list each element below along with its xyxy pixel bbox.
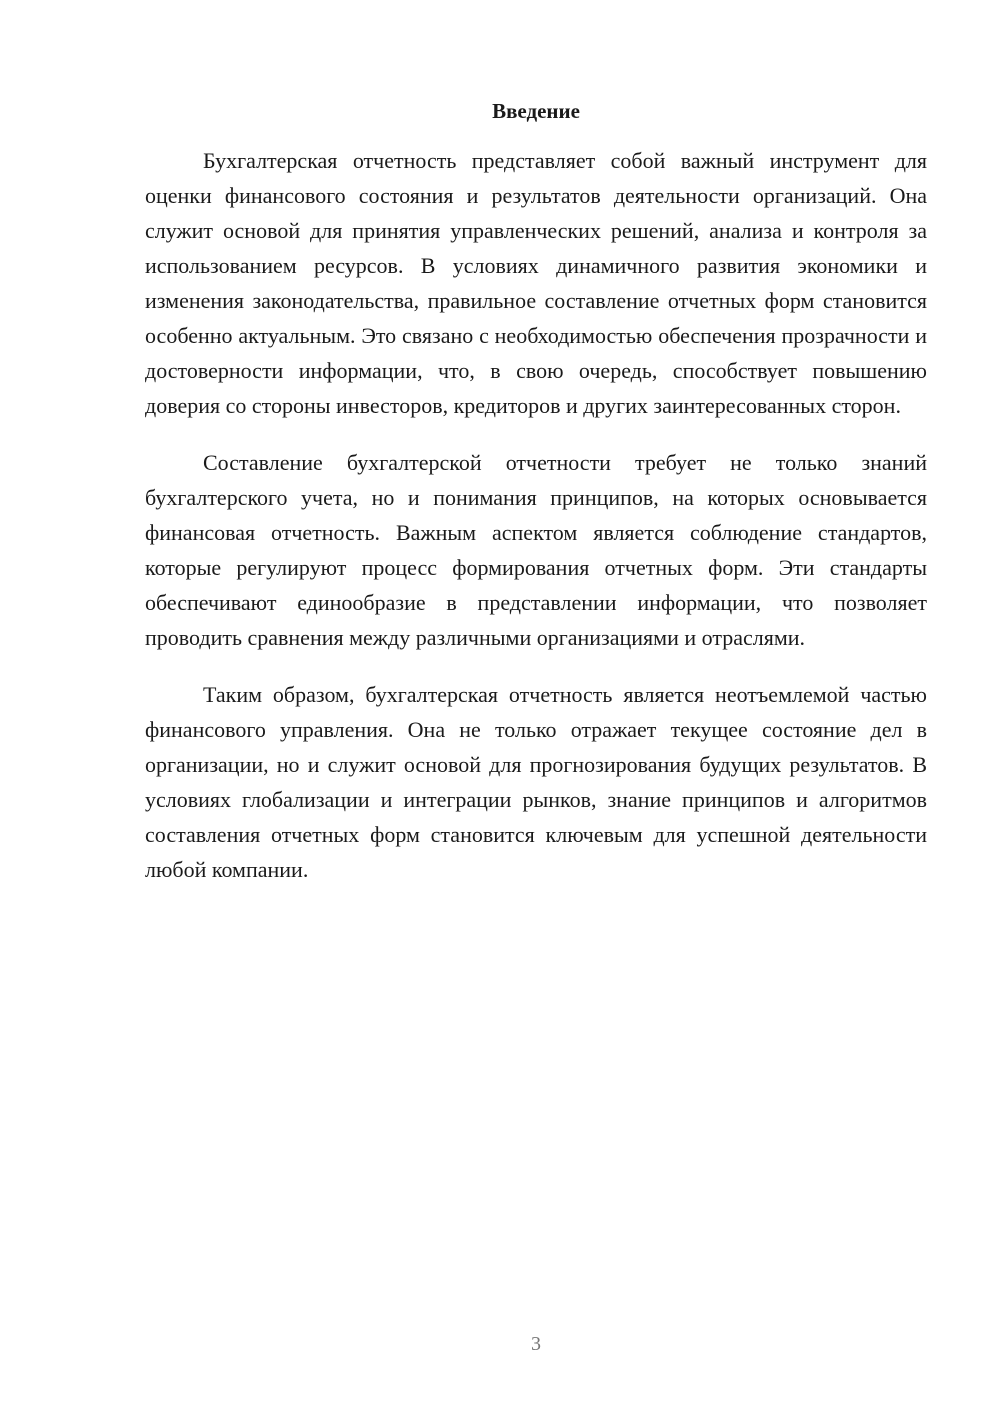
paragraph: Таким образом, бухгалтерская отчетность является неотъемлемой частью финансового управления. Она не только отражает текущее состояние дел в организации, но и служит основой для прогнозирования будущих результатов. В условиях глобализации и интеграции рынков, знание принципов и алгоритмов составления отчетных форм становится ключевым для успешной деятельности любой компании.: [145, 682, 927, 882]
paragraph: Бухгалтерская отчетность представляет собой важный инструмент для оценки финансового состояния и результатов деятельности организаций. Она служит основой для принятия управленческих решений, анализа и контроля за использованием ресурсов. В условиях динамичного развития экономики и изменения законодательства, правильное составление отчетных форм становится особенно актуальным. Это связано с необходимостью обеспечения прозрачности и достоверности информации, что, в свою очередь, способствует повышению доверия со стороны инвесторов, кредиторов и других заинтересованных сторон.: [145, 148, 927, 418]
paragraph: Составление бухгалтерской отчетности требует не только знаний бухгалтерского учета, но и понимания принципов, на которых основывается финансовая отчетность. Важным аспектом является соблюдение стандартов, которые регулируют процесс формирования отчетных форм. Эти стандарты обеспечивают единообразие в представлении информации, что позволяет проводить сравнения между различными организациями и отраслями.: [145, 450, 927, 650]
page-number: 3: [531, 1333, 541, 1355]
section-heading: Введение: [492, 99, 580, 123]
body-text: [145, 143, 927, 909]
